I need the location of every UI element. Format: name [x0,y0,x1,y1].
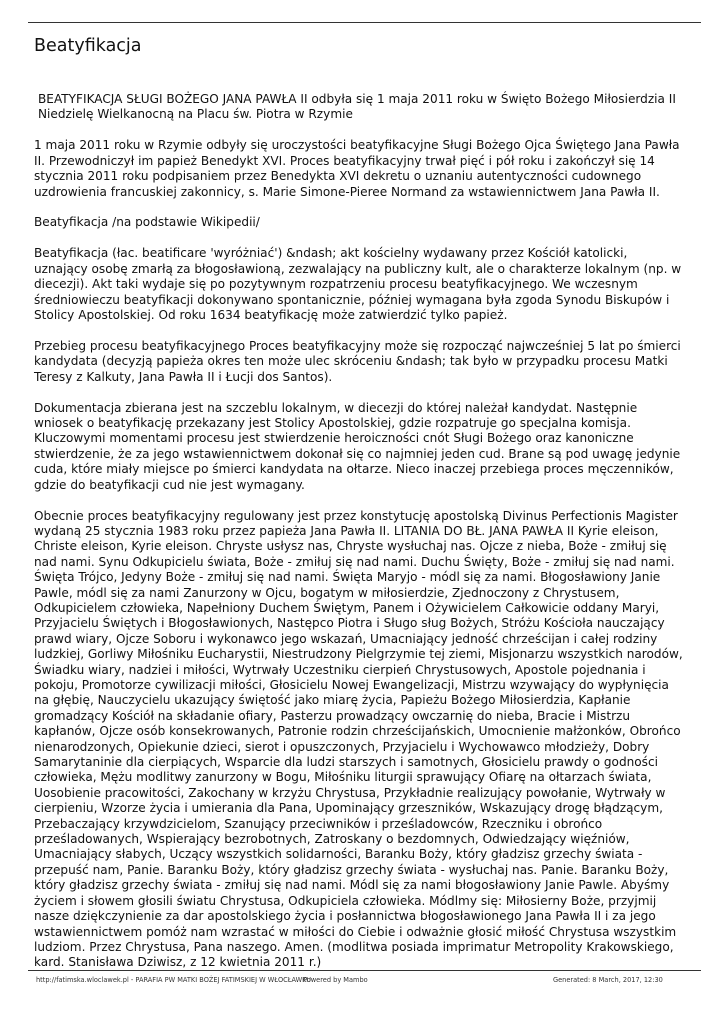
bottom-divider [28,970,701,971]
footer-generated: Generated: 8 March, 2017, 12:30 [553,976,663,984]
footer-powered: Powered by Mambo [303,976,368,984]
paragraph-definition: Beatyfikacja (łac. beatificare 'wyróżniać') &ndash; akt kościelny wydawany przez Kościół katolicki, uznający osobę zmarłą za błogosławioną, zezwalający na publiczny kult, ale o charakterze lokalnym (np. w diecezji). Akt taki wydaje się po pozytywnym rozpatrzeniu procesu beatyfikacyjnego. We wczesnym średniowieczu beatyfikacji dokonywano spontanicznie, później wymagana była zgoda Synodu Biskupów i Stolicy Apostolskiej. Od roku 1634 beatyfikację może zatwierdzić tylko papież. [34,246,682,322]
paragraph-documentation: Dokumentacja zbierana jest na szczeblu lokalnym, w diecezji do której należał kandydat. Następnie wniosek o beatyfikację przekazany jest Stolicy Apostolskiej, gdzie rozpatruje go specjalna komisja. Kluczowymi momentami procesu jest stwierdzenie heroiczności cnót Sługi Bożego oraz kanoniczne stwierdzenie, że za jego wstawiennictwem dokonał się co najmniej jeden cud. Brane są pod uwagę jedynie cuda, które miały miejsce po śmierci kandydata na ołtarze. Nieco inaczej przebiega proces męczenników, gdzie do beatyfikacji cud nie jest wymagany. [34,400,681,492]
intro-paragraph: BEATYFIKACJA SŁUGI BOŻEGO JANA PAWŁA II odbyła się 1 maja 2011 roku w Święto Bożego Miłosierdzia II Niedzielę Wielkanocną na Placu św. Piotra w Rzymie [38,92,676,122]
top-divider [28,22,701,23]
paragraph-source: Beatyfikacja /na podstawie Wikipedii/ [34,215,260,230]
footer-url: http://fatimska.wloclawek.pl - PARAFIA PW MATKI BOŻEJ FATIMSKIEJ W WŁOCŁAWKU [36,976,312,984]
paragraph-process: Przebieg procesu beatyfikacyjnego Proces beatyfikacyjny może się rozpocząć najwcześniej 5 lat po śmierci kandydata (decyzją papieża okres ten może ulec skróceniu &ndash; tak było w przypadku procesu Matki Teresy z Kalkuty, Jana Pawła II i Łucji dos Santos). [34,338,681,384]
paragraph-ceremony: 1 maja 2011 roku w Rzymie odbyły się uroczystości beatyfikacyjne Sługi Bożego Ojca Świętego Jana Pawła II. Przewodniczył im papież Benedykt XVI. Proces beatyfikacyjny trwał pięć i pół roku i zakończył się 14 stycznia 2011 roku podpisaniem przez Benedykta XVI dekretu o uznaniu autentyczności cudownego uzdrowienia francuskiej zakonnicy, s. Marie Simone-Pieree Normand za wstawiennictwem Jana Pawła II. [34,138,680,199]
page-title: Beatyfikacja [34,36,142,56]
article-body [34,92,684,986]
paragraph-litany: Obecnie proces beatyfikacyjny regulowany jest przez konstytucję apostolską Divinus Perfectionis Magister wydaną 25 stycznia 1983 roku przez papieża Jana Pawła II. LITANIA DO BŁ. JANA PAWŁA II Kyrie eleison, Christe eleison, Kyrie eleison. Chryste usłysz nas, Chryste wysłuchaj nas. Ojcze z nieba, Boże - zmiłuj się nad nami. Synu Odkupicielu świata, Boże - zmiłuj się nad nami. Duchu Święty, Boże - zmiłuj się nad nami. Święta Trójco, Jedyny Boże - zmiłuj się nad nami. Święta Maryjo - módl się za nami. Błogosławiony Janie Pawle, módl się za nami Zanurzony w Ojcu, bogatym w miłosierdzie, Zjednoczony z Chrystusem, Odkupicielem człowieka, Napełniony Duchem Świętym, Panem i Ożywicielem Całkowicie oddany Maryi, Przyjacielu Świętych i Błogosławionych, Następco Piotra i Sługo sług Bożych, Stróżu Kościoła nauczający prawd wiary, Ojcze Soboru i wykonawco jego wskazań, Umacniający jedność chrześcijan i całej rodziny ludzkiej, Gorliwy Miłośniku Eucharystii, Niestrudzony Pielgrzymie tej ziemi, Misjonarzu wszystkich narodów, Świadku wiary, nadziei i miłości, Wytrwały Uczestniku cierpień Chrystusowych, Apostole pojednania i pokoju, Promotorze cywilizacji miłości, Głosicielu Nowej Ewangelizacji, Mistrzu wzywający do wypłynięcia na głębię, Nauczycielu ukazujący świętość jako miarę życia, Papieżu Bożego Miłosierdzia, Kapłanie gromadzący Kościół na składanie ofiary, Pasterzu prowadzący owczarnię do nieba, Bracie i Mistrzu kapłanów, Ojcze osób konsekrowanych, Patronie rodzin chrześcijańskich, Umocnienie małżonków, Obrońco nienarodzonych, Opiekunie dzieci, sierot i opuszczonych, Przyjacielu i Wychowawco młodzieży, Dobry Samarytaninie dla cierpiących, Wsparcie dla ludzi starszych i samotnych, Głosicielu prawdy o godności człowieka, Mężu modlitwy zanurzony w Bogu, Miłośniku liturgii sprawujący Ofiarę na ołtarzach świata, Uosobienie pracowitości, Zakochany w krzyżu Chrystusa, Przykładnie realizujący powołanie, Wytrwały w cierpieniu, Wzorze życia i umierania dla Pana, Upominający grzeszników, Wskazujący drogę błądzącym, Przebaczający krzywdzicielom, Szanujący przeciwników i prześladowców, Rzeczniku i obrońco prześladowanych, Wspierający bezrobotnych, Zatroskany o bezdomnych, Odwiedzający więźniów, Umacniający słabych, Uczący wszystkich solidarności, Baranku Boży, który gładzisz grzechy świata - przepuść nam, Panie. Baranku Boży, który gładzisz grzechy świata - wysłuchaj nas. Panie. Baranku Boży, który gładzisz grzechy świata - zmiłuj się nad nami. Módl się za nami błogosławiony Janie Pawle. Abyśmy życiem i słowem głosili światu Chrystusa, Odkupiciela człowieka. Módlmy się: Miłosierny Boże, przyjmij nasze dziękczynienie za dar apostolskiego życia i posłannictwa błogosławionego Jana Pawła II i za jego wstawiennictwem pomóż nam wzrastać w miłości do Ciebie i odważnie głosić miłość Chrystusa wszystkim ludziom. Przez Chrystusa, Pana naszego. Amen. (modlitwa posiada imprimatur Metropolity Krakowskiego, kard. Stanisława Dziwisz, z 12 kwietnia 2011 r.) [34,508,683,970]
